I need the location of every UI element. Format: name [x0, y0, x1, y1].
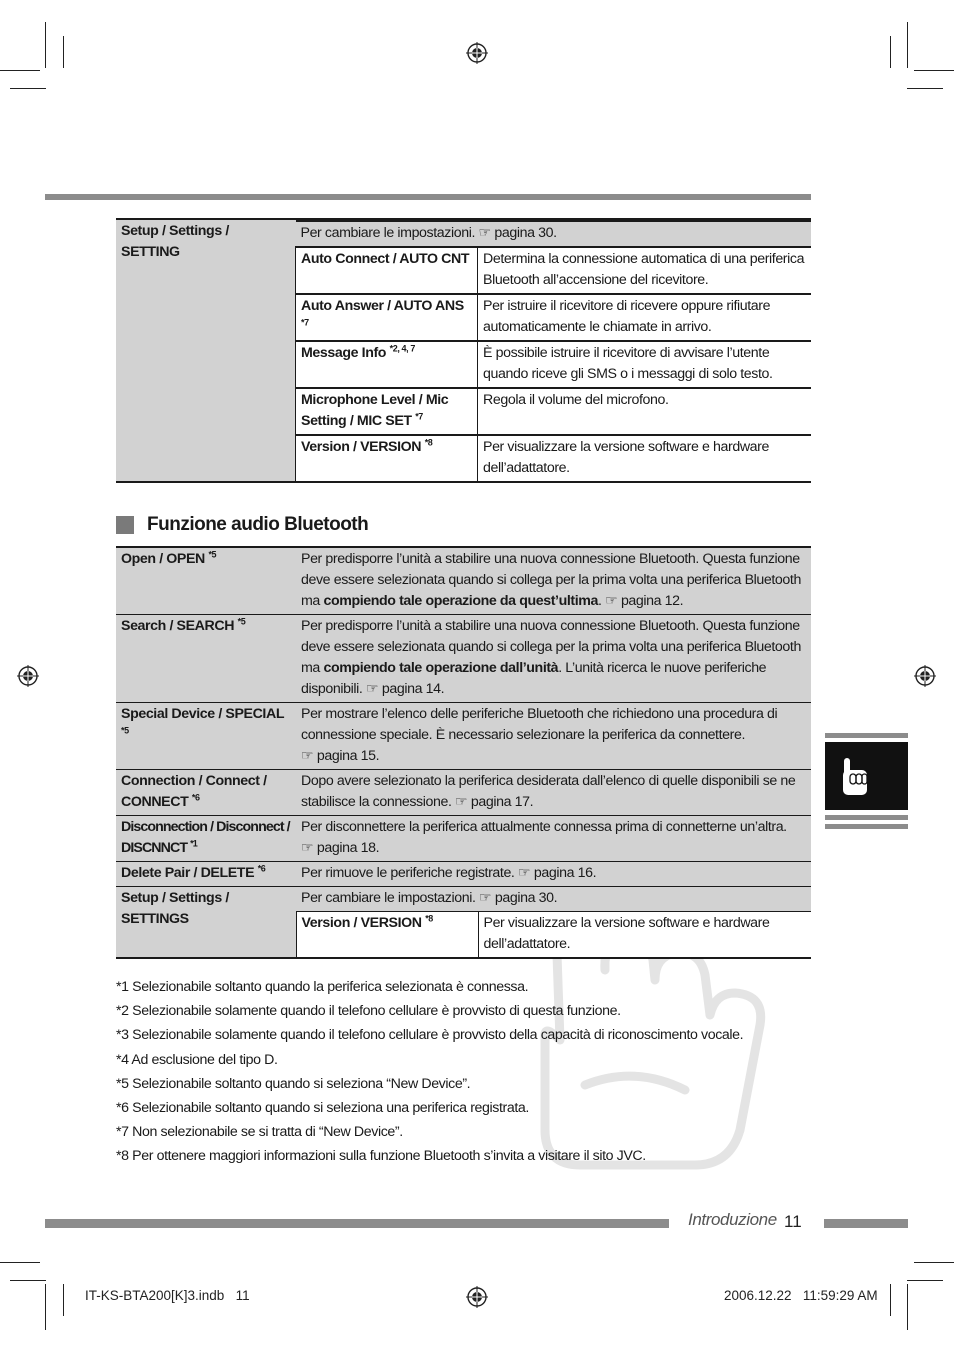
- hand-pointer-icon: ☞: [605, 593, 618, 609]
- option-name: Auto Connect / AUTO CNT: [296, 247, 478, 294]
- footnote: *5 Selezionabile soltanto quando si seleziona “New Device”.: [116, 1075, 471, 1092]
- crop-mark: [0, 70, 40, 71]
- registration-mark-icon: [914, 665, 936, 687]
- function-name: Disconnection / Disconnect / DISCNNCT $^{*1}$: [116, 816, 296, 862]
- option-description: Per istruire il ricevitore di ricevere oppure rifiutare automaticamente le chiamate in arrivo.: [478, 294, 812, 341]
- hand-pointer-icon: ☞: [478, 225, 491, 241]
- crop-mark: [10, 1280, 46, 1281]
- option-description: Per visualizzare la versione software e hardware dell’adattatore.: [478, 435, 812, 481]
- side-tab-stripe: [825, 815, 908, 820]
- footnote: *7 Non selezionabile se si tratta di “New Device”.: [116, 1124, 403, 1141]
- function-description: Per mostrare l’elenco delle periferiche Bluetooth che richiedono una procedura di connessione speciale. È necessario selezionare la periferica da connettere. ☞ pagina 15.: [296, 703, 812, 770]
- setup-settings-intro: Per cambiare le impostazioni. ☞ pagina 30.: [296, 221, 812, 247]
- section-marker: [116, 516, 134, 534]
- footnote: *3 Selezionabile solamente quando il telefono cellulare è provvisto della capacità di riconoscimento vocale.: [116, 1027, 744, 1044]
- file-slug: IT-KS-BTA200[K]3.indb 11: [85, 1288, 250, 1303]
- crop-mark: [890, 36, 891, 68]
- crop-mark: [914, 1262, 954, 1263]
- registration-mark-icon: [17, 665, 39, 687]
- crop-mark: [907, 1284, 908, 1330]
- hand-pointer-icon: ☞: [455, 794, 468, 810]
- table-row: [296, 247, 812, 294]
- footnote: *8 Per ottenere maggiori informazioni sulla funzione Bluetooth s’invita a visitare il sito JVC.: [116, 1148, 646, 1165]
- table-row: [116, 862, 811, 887]
- table-row: [296, 341, 812, 388]
- table-row: [116, 887, 811, 959]
- page-number: 11: [784, 1212, 802, 1231]
- function-description: Per rimuove le periferiche registrate. ☞ pagina 16.: [296, 862, 812, 887]
- option-name: Message Info $^{*2, 4, 7}$: [296, 341, 478, 388]
- setup-settings-options: [295, 219, 811, 482]
- crop-mark: [10, 88, 46, 89]
- footnote: *1 Selezionabile soltanto quando la periferica selezionata è connessa.: [116, 979, 529, 995]
- option-description: Per visualizzare la versione software e hardware dell’adattatore.: [478, 912, 811, 958]
- function-name: Delete Pair / DELETE $^{*6}$: [116, 862, 296, 887]
- crop-mark: [63, 1284, 64, 1316]
- footnote: *2 Selezionabile solamente quando il telefono cellulare è provvisto di questa funzione.: [116, 1003, 621, 1020]
- footer-rule-left: [45, 1219, 669, 1228]
- hand-pointer-icon: ☞: [366, 681, 379, 697]
- function-description: Per predisporre l’unità a stabilire una nuova connessione Bluetooth. Questa funzione deve essere selezionata quando si collega per la prima volta una periferica Bluetooth ma compiendo tale operazione da quest’ultima. ☞ pagina 12.: [296, 547, 812, 615]
- section-title: Funzione audio Bluetooth: [147, 514, 369, 535]
- footnote: *4 Ad esclusione del tipo D.: [116, 1051, 278, 1068]
- option-name: Microphone Level / Mic Setting / MIC SET $^{*7}$: [296, 388, 478, 435]
- side-tab-stripe: [825, 733, 908, 738]
- setup-settings-intro: Per cambiare le impostazioni. ☞ pagina 30.: [296, 887, 811, 912]
- table-row: [116, 770, 811, 816]
- option-name: Version / VERSION $^{*8}$: [296, 435, 478, 481]
- crop-mark: [907, 88, 943, 89]
- function-description: Per disconnettere la periferica attualmente connessa prima di connetterne un’altra. ☞ pagina 18.: [296, 816, 812, 862]
- function-description: Dopo avere selezionato la periferica desiderata dall’elenco di quelle disponibili se ne stabilisce la connessione. ☞ pagina 17.: [296, 770, 812, 816]
- setup-settings-options: [296, 887, 812, 959]
- footnotes: [116, 975, 743, 1169]
- function-name: Connection / Connect / CONNECT $^{*6}$: [116, 770, 296, 816]
- setup-settings-label: Setup / Settings / SETTING: [116, 219, 295, 482]
- option-description: Determina la connessione automatica di una periferica Bluetooth all’accensione del ricevitore.: [478, 247, 812, 294]
- function-name: Open / OPEN $^{*5}$: [116, 547, 296, 615]
- setup-settings-table: [116, 218, 811, 483]
- table-row: [296, 912, 811, 958]
- footnote: *6 Selezionabile soltanto quando si seleziona una periferica registrata.: [116, 1100, 529, 1117]
- crop-mark: [0, 1262, 40, 1263]
- hand-pointer-icon: ☞: [301, 748, 314, 764]
- crop-mark: [63, 36, 64, 68]
- function-name: Setup / Settings / SETTINGS: [116, 887, 296, 959]
- option-name: Auto Answer / AUTO ANS $^{*7}$: [296, 294, 478, 341]
- table-row: [296, 435, 812, 481]
- crop-mark: [914, 70, 954, 71]
- crop-mark: [907, 22, 908, 68]
- hand-pointer-icon: [841, 756, 871, 798]
- crop-mark: [890, 1284, 891, 1316]
- hand-pointer-icon: ☞: [301, 840, 314, 856]
- table-row: [116, 547, 811, 615]
- print-timestamp: 2006.12.22 11:59:29 AM: [724, 1288, 878, 1303]
- footer-rule-right: [824, 1219, 908, 1228]
- table-row: [296, 388, 812, 435]
- table-row: [116, 816, 811, 862]
- side-tab: [825, 742, 908, 810]
- option-description: Regola il volume del microfono.: [478, 388, 812, 435]
- hand-pointer-icon: ☞: [479, 890, 492, 906]
- option-description: È possibile istruire il ricevitore di avvisare l’utente quando riceve gli SMS o i messaggi di solo testo.: [478, 341, 812, 388]
- side-tab-stripe: [825, 824, 908, 829]
- crop-mark: [45, 22, 46, 68]
- table-row: [116, 615, 811, 703]
- function-name: Special Device / SPECIAL $^{*5}$: [116, 703, 296, 770]
- function-description: Per predisporre l’unità a stabilire una nuova connessione Bluetooth. Questa funzione deve essere selezionata quando si collega per la prima volta una periferica Bluetooth ma compiendo tale operazione dall’unità. L’unità ricerca le nuove periferiche disponibili. ☞ pagina 14.: [296, 615, 812, 703]
- crop-mark: [907, 1280, 943, 1281]
- function-name: Search / SEARCH $^{*5}$: [116, 615, 296, 703]
- bluetooth-functions-table: [116, 546, 811, 959]
- crop-mark: [45, 1284, 46, 1330]
- registration-mark-icon: [466, 1286, 488, 1308]
- table-row: [116, 703, 811, 770]
- top-rule: [45, 194, 811, 200]
- table-row: [296, 294, 812, 341]
- option-name: Version / VERSION $^{*8}$: [296, 912, 478, 958]
- section-label: Introduzione: [688, 1210, 777, 1229]
- registration-mark-icon: [466, 42, 488, 64]
- hand-pointer-icon: ☞: [518, 865, 531, 881]
